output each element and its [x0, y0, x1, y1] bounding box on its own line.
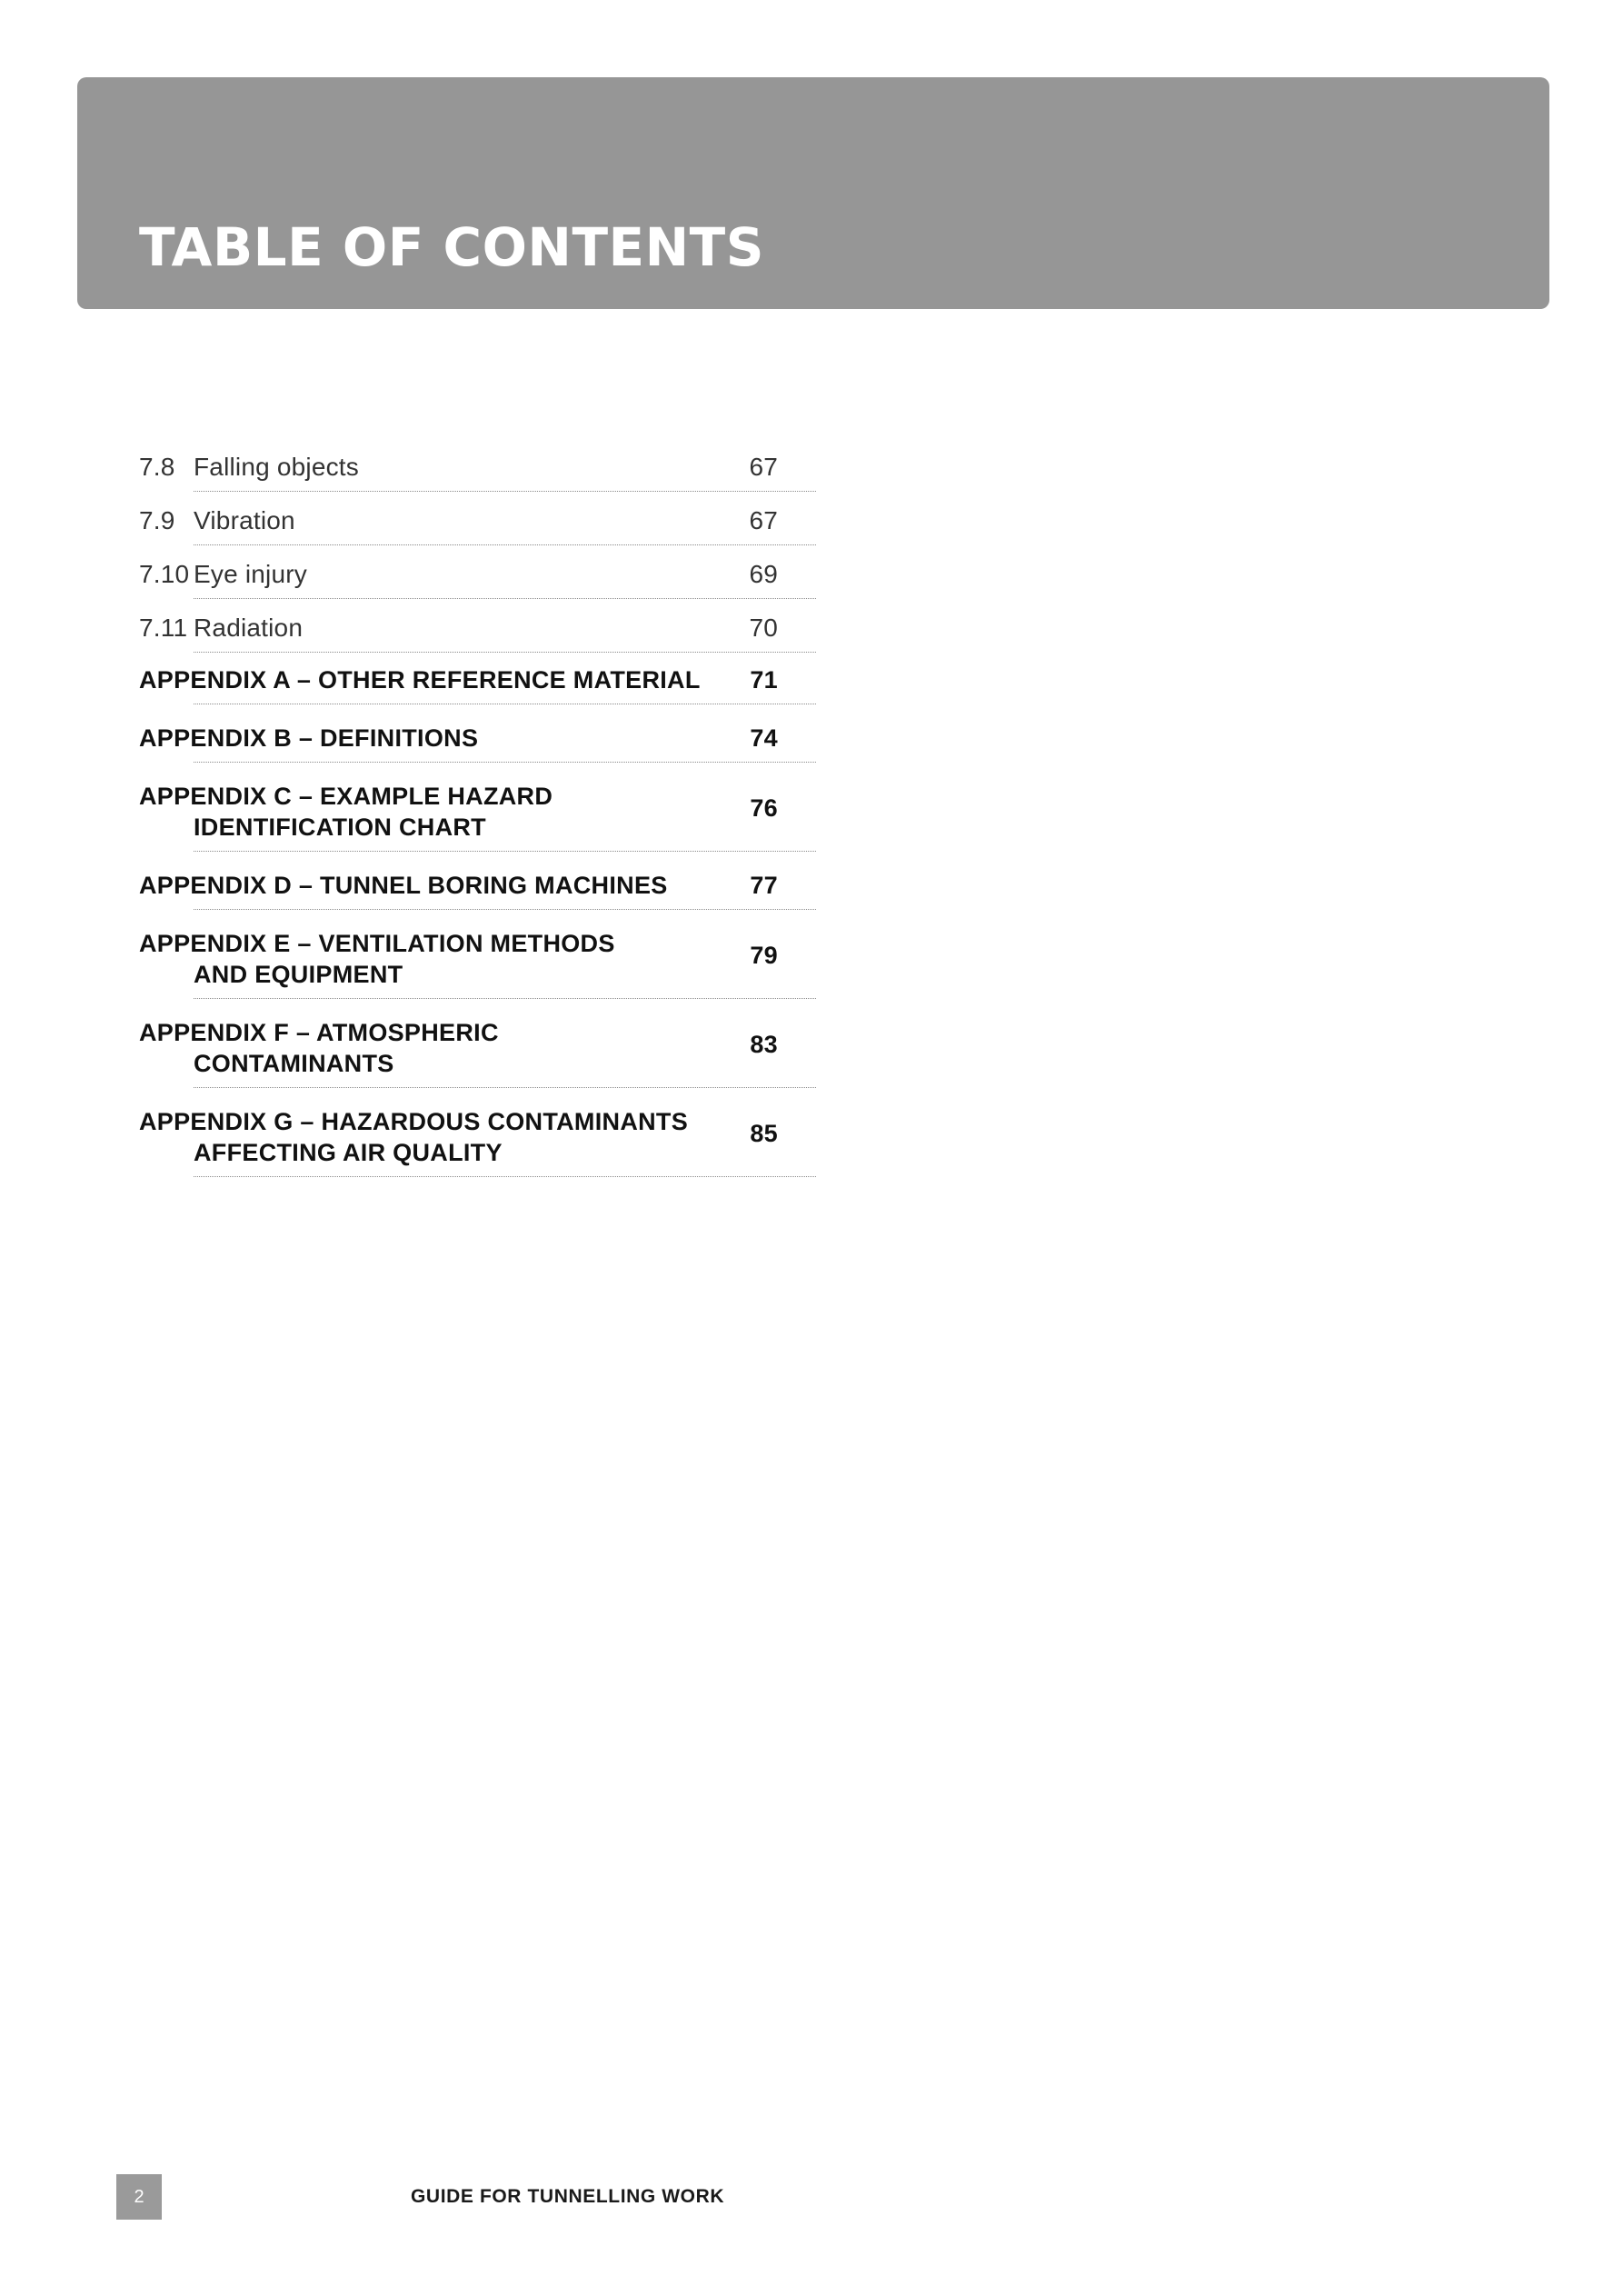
dotted-divider — [194, 1087, 816, 1088]
dotted-divider — [194, 851, 816, 852]
toc-entry-label: Radiation — [194, 614, 304, 642]
toc-appendix-title: APPENDIX B – DEFINITIONS — [139, 724, 479, 752]
toc-entry-7-10[interactable] — [139, 557, 816, 599]
toc-appendix-page: 76 — [750, 794, 778, 822]
document-title: GUIDE FOR TUNNELLING WORK — [411, 2186, 725, 2207]
toc-entry-7-11[interactable] — [139, 611, 816, 653]
page-title: TABLE OF CONTENTS — [139, 216, 765, 278]
dotted-divider — [194, 544, 816, 545]
dotted-divider — [194, 598, 816, 599]
toc-appendix-title: APPENDIX A – OTHER REFERENCE MATERIAL — [139, 666, 701, 694]
toc-appendix-c[interactable] — [139, 781, 816, 852]
toc-entry-page: 67 — [749, 506, 778, 534]
toc-appendix-title-continued: AFFECTING AIR QUALITY — [194, 1139, 503, 1166]
toc-appendix-page: 83 — [750, 1031, 778, 1058]
dotted-divider — [194, 762, 816, 763]
toc-appendix-title: APPENDIX E – VENTILATION METHODS — [139, 930, 615, 957]
dotted-divider — [194, 652, 816, 653]
toc-entry-page: 67 — [749, 453, 778, 481]
toc-appendix-title-continued: AND EQUIPMENT — [194, 961, 403, 988]
table-of-contents — [139, 450, 816, 1195]
toc-entry-7-8[interactable] — [139, 450, 816, 492]
toc-appendix-b[interactable] — [139, 723, 816, 763]
toc-appendix-title: APPENDIX D – TUNNEL BORING MACHINES — [139, 872, 668, 899]
toc-entry-label: Falling objects — [194, 453, 359, 481]
dotted-divider — [194, 998, 816, 999]
toc-appendix-f[interactable] — [139, 1017, 816, 1088]
toc-appendix-page: 71 — [750, 666, 778, 694]
toc-appendix-page: 74 — [750, 724, 778, 752]
toc-entry-7-9[interactable] — [139, 504, 816, 545]
dotted-divider — [194, 491, 816, 492]
toc-appendix-d[interactable] — [139, 870, 816, 910]
toc-entry-number: 7.11 — [139, 614, 188, 642]
toc-appendix-title: APPENDIX F – ATMOSPHERIC — [139, 1019, 499, 1046]
toc-entry-number: 7.10 — [139, 560, 190, 588]
toc-appendix-title-continued: CONTAMINANTS — [194, 1050, 394, 1077]
toc-appendix-page: 79 — [750, 942, 778, 969]
page-number-badge: 2 — [116, 2174, 162, 2220]
toc-appendix-title: APPENDIX C – EXAMPLE HAZARD — [139, 783, 553, 810]
toc-entry-label: Eye injury — [194, 560, 307, 588]
dotted-divider — [194, 909, 816, 910]
dotted-divider — [194, 1176, 816, 1177]
toc-appendix-g[interactable] — [139, 1106, 816, 1177]
toc-appendix-e[interactable] — [139, 928, 816, 999]
toc-entry-page: 70 — [749, 614, 778, 642]
toc-entry-page: 69 — [749, 560, 778, 588]
toc-entry-number: 7.9 — [139, 506, 175, 534]
toc-entry-number: 7.8 — [139, 453, 175, 481]
toc-appendix-title-continued: IDENTIFICATION CHART — [194, 814, 486, 841]
toc-appendix-a[interactable] — [139, 664, 816, 704]
toc-entry-label: Vibration — [194, 506, 295, 534]
toc-appendix-title: APPENDIX G – HAZARDOUS CONTAMINANTS — [139, 1108, 689, 1135]
header-banner — [77, 77, 1549, 309]
toc-appendix-page: 85 — [750, 1120, 778, 1147]
toc-appendix-page: 77 — [750, 872, 778, 899]
